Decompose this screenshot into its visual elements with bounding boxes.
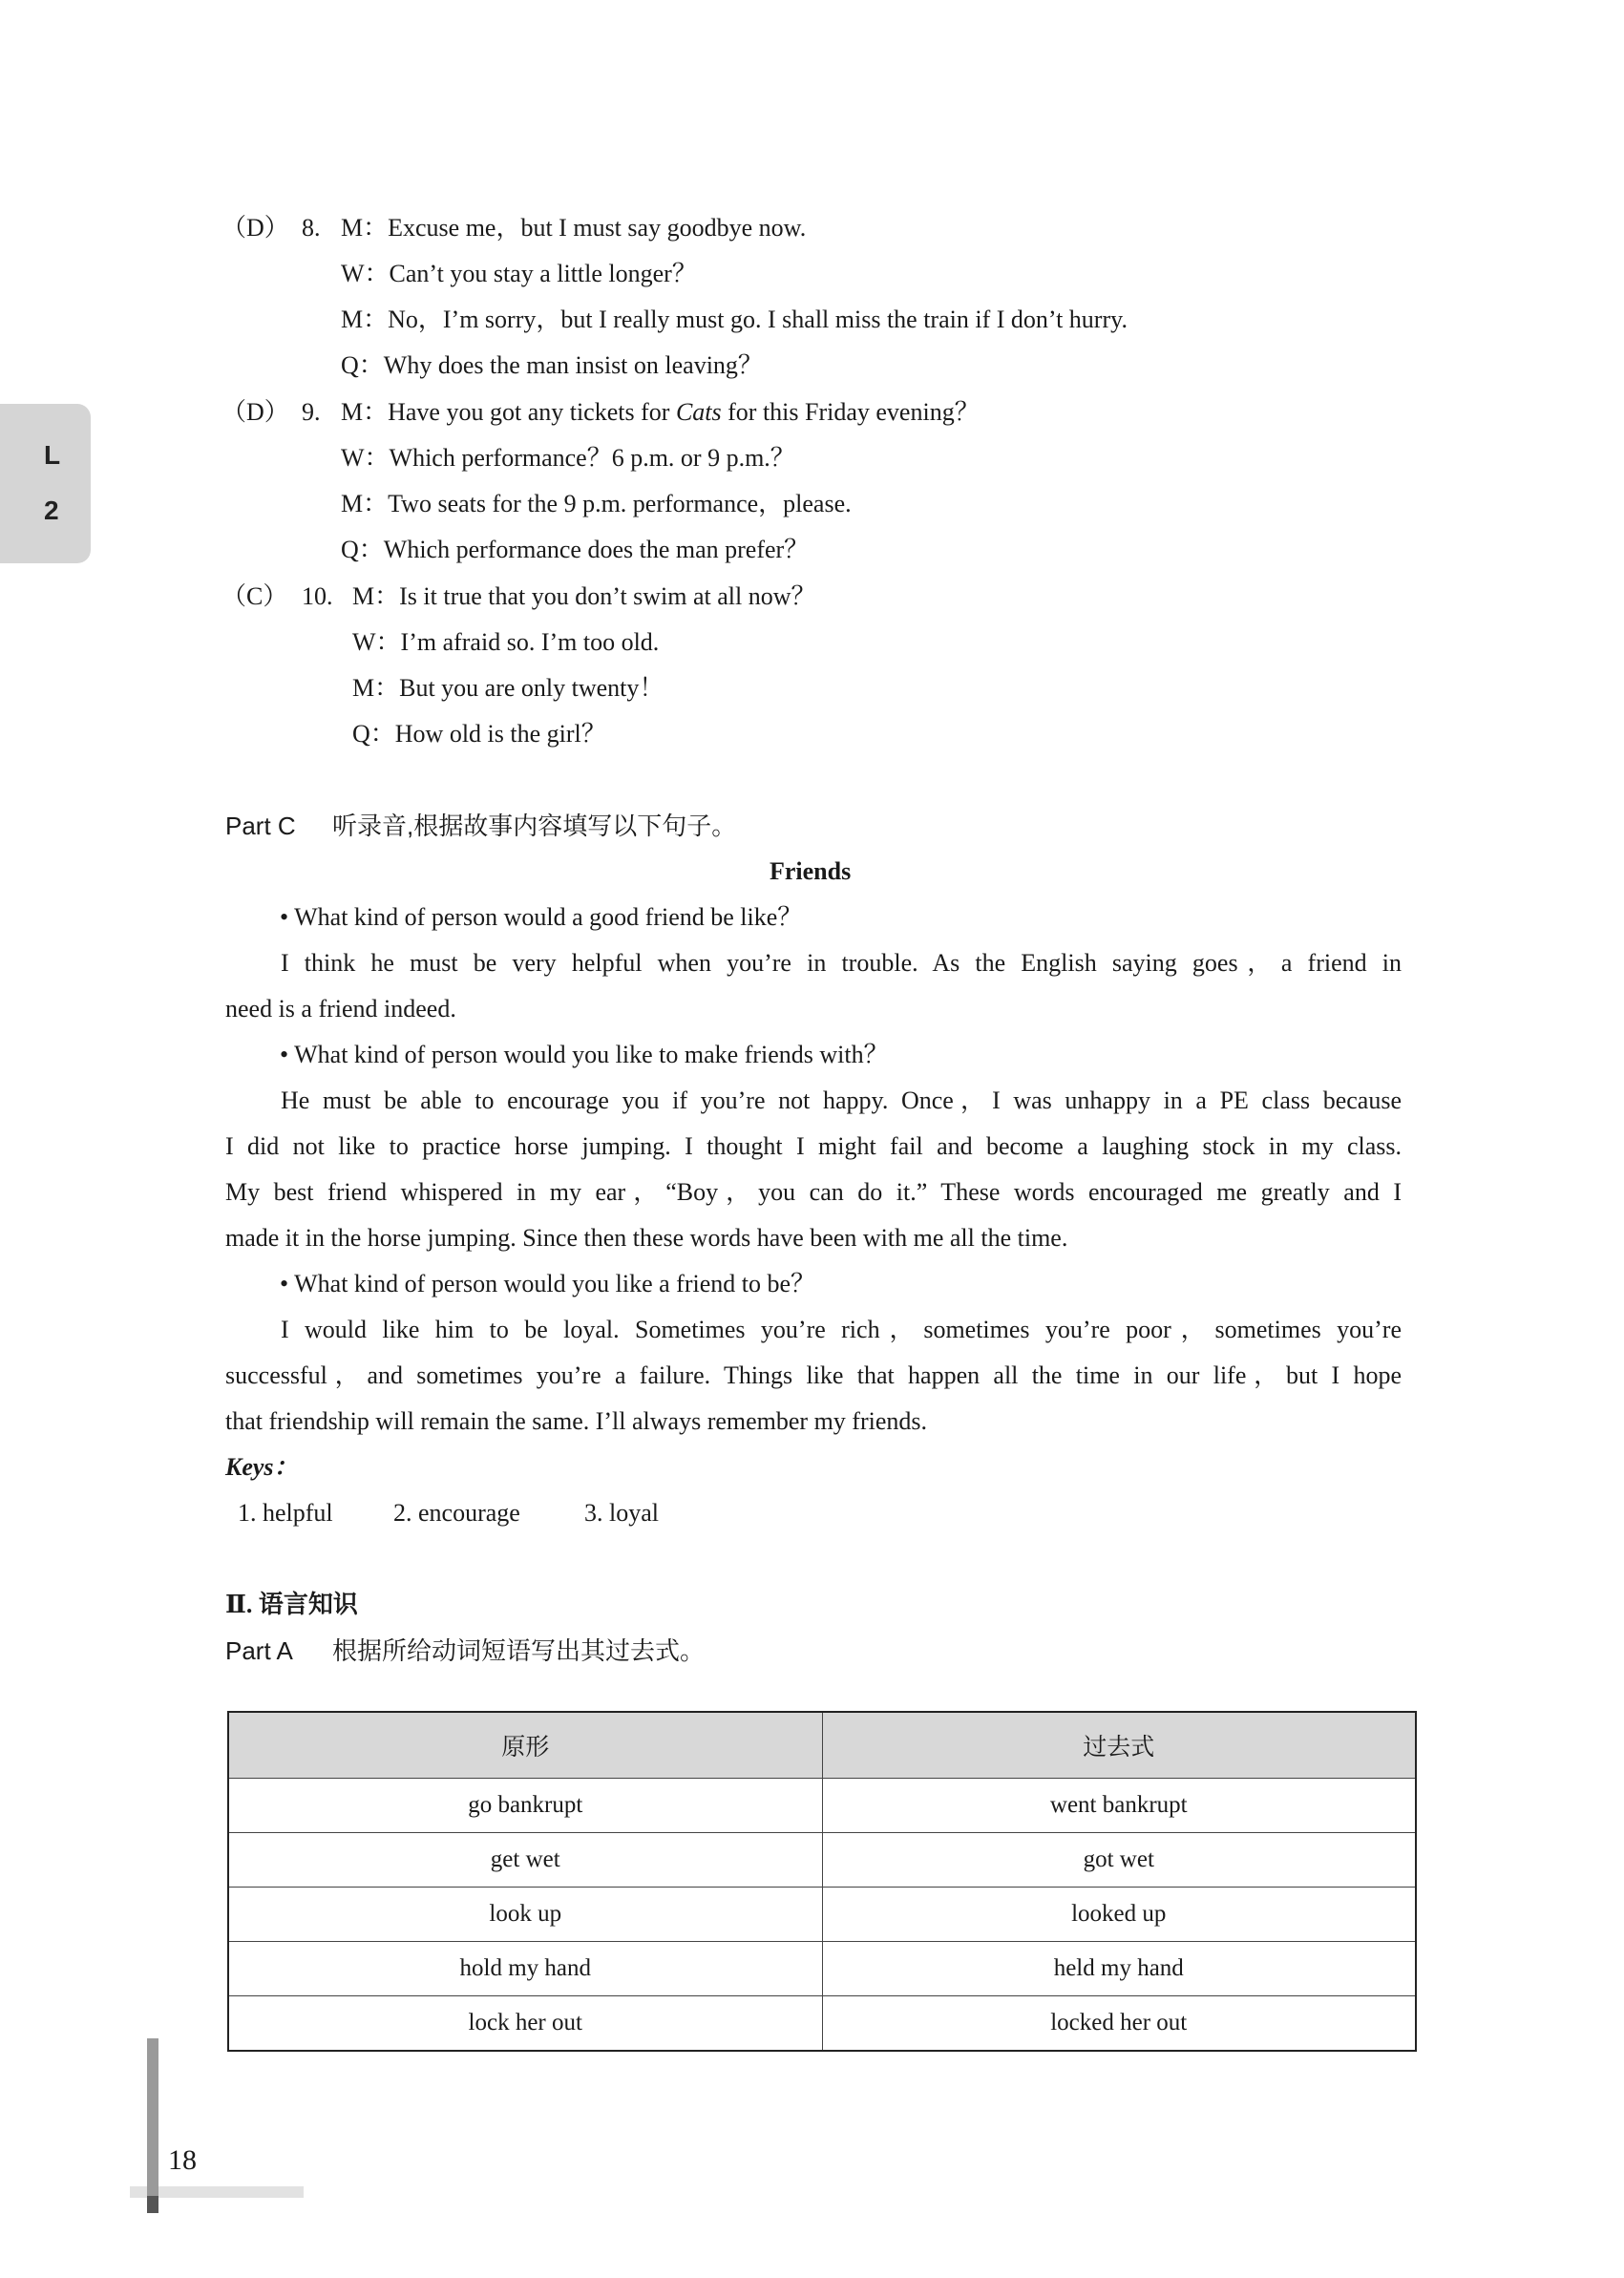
table-header-base: 原形 — [228, 1712, 822, 1779]
table-row — [228, 1996, 1416, 2052]
dialog-line: M：But you are only twenty！ — [352, 674, 664, 702]
story-title: Friends — [770, 857, 852, 885]
footer-bar-accent — [147, 2196, 158, 2213]
paragraph-line: I did not like to practice horse jumping. I thought I might fail and become a laughing stock in my class. — [225, 1132, 1402, 1160]
dialog-9-answer: （D） — [221, 398, 289, 426]
unit-tab — [0, 404, 91, 563]
table-cell: got wet — [822, 1833, 1416, 1888]
part-c-label: Part C — [225, 812, 296, 840]
dialog-10-number: 10. — [302, 582, 333, 610]
paragraph-line: He must be able to encourage you if you’re not happy. Once，I was unhappy in a PE class because — [281, 1086, 1402, 1114]
dialog-line: Q：Which performance does the man prefer？ — [341, 536, 810, 563]
unit-tab-number: 2 — [44, 496, 59, 525]
question-2: • What kind of person would you like to make friends with？ — [280, 1041, 889, 1068]
table-cell: held my hand — [822, 1942, 1416, 1996]
table-row — [228, 1942, 1416, 1996]
dialog-9-number: 9. — [302, 398, 321, 426]
part-c-instruction: 听录音,根据故事内容填写以下句子。 — [332, 812, 737, 840]
table-header-past: 过去式 — [822, 1712, 1416, 1779]
key-answer: 3. loyal — [584, 1499, 659, 1527]
table-cell: go bankrupt — [228, 1779, 822, 1833]
unit-tab-letter: L — [44, 440, 61, 470]
paragraph-line: successful，and sometimes you’re a failure. Things like that happen all the time in our life，but I hope — [225, 1361, 1402, 1389]
table-cell: hold my hand — [228, 1942, 822, 1996]
key-answer: 2. encourage — [393, 1499, 520, 1527]
dialog-line: Q：Why does the man insist on leaving？ — [341, 351, 763, 379]
dialog-8-number: 8. — [302, 214, 321, 242]
dialog-line: W：Which performance？6 p.m. or 9 p.m.？ — [341, 444, 795, 472]
table-cell: lock her out — [228, 1996, 822, 2052]
table-cell: looked up — [822, 1888, 1416, 1942]
dialog-line: W：Can’t you stay a little longer？ — [341, 260, 697, 287]
table-cell: went bankrupt — [822, 1779, 1416, 1833]
dialog-10-answer: （C） — [221, 582, 288, 610]
paragraph-line: that friendship will remain the same. I’ll always remember my friends. — [225, 1407, 927, 1435]
footer-bar — [147, 2038, 158, 2208]
keys-label: Keys： — [225, 1453, 299, 1481]
table-cell: locked her out — [822, 1996, 1416, 2052]
dialog-line: M：Have you got any tickets for Cats for this Friday evening？ — [341, 398, 980, 426]
paragraph-line: I think he must be very helpful when you’re in trouble. As the English saying goes，a friend in — [281, 949, 1402, 977]
part-a-label: Part A — [225, 1636, 293, 1665]
table-row — [228, 1888, 1416, 1942]
key-answer: 1. helpful — [238, 1499, 333, 1527]
table-cell: get wet — [228, 1833, 822, 1888]
dialog-line: Q：How old is the girl？ — [352, 720, 606, 748]
dialog-line: W：I’m afraid so. I’m too old. — [352, 628, 660, 656]
table-row — [228, 1833, 1416, 1888]
dialog-line: M：Two seats for the 9 p.m. performance，please. — [341, 490, 852, 517]
verb-table — [227, 1711, 1417, 2052]
table-cell: look up — [228, 1888, 822, 1942]
part-a-instruction: 根据所给动词短语写出其过去式。 — [332, 1636, 706, 1665]
dialog-line: M：No，I’m sorry，but I really must go. I shall miss the train if I don’t hurry. — [341, 306, 1128, 333]
question-3: • What kind of person would you like a friend to be？ — [280, 1270, 816, 1297]
paragraph-line: made it in the horse jumping. Since then these words have been with me all the time. — [225, 1224, 1068, 1252]
paragraph-line: I would like him to be loyal. Sometimes you’re rich，sometimes you’re poor，sometimes you’re — [281, 1316, 1402, 1343]
paragraph-line: My best friend whispered in my ear，“Boy，you can do it.” These words encouraged me greatly and I — [225, 1178, 1402, 1206]
dialog-line: M：Excuse me，but I must say goodbye now. — [341, 214, 807, 242]
question-1: • What kind of person would a good friend be like？ — [280, 903, 803, 931]
dialog-8-answer: （D） — [221, 214, 289, 242]
page-number: 18 — [168, 2144, 197, 2176]
paragraph-line: need is a friend indeed. — [225, 995, 456, 1023]
dialog-line: M：Is it true that you don’t swim at all now？ — [352, 582, 816, 610]
section-heading: Ⅱ. 语言知识 — [225, 1591, 358, 1618]
table-row — [228, 1779, 1416, 1833]
